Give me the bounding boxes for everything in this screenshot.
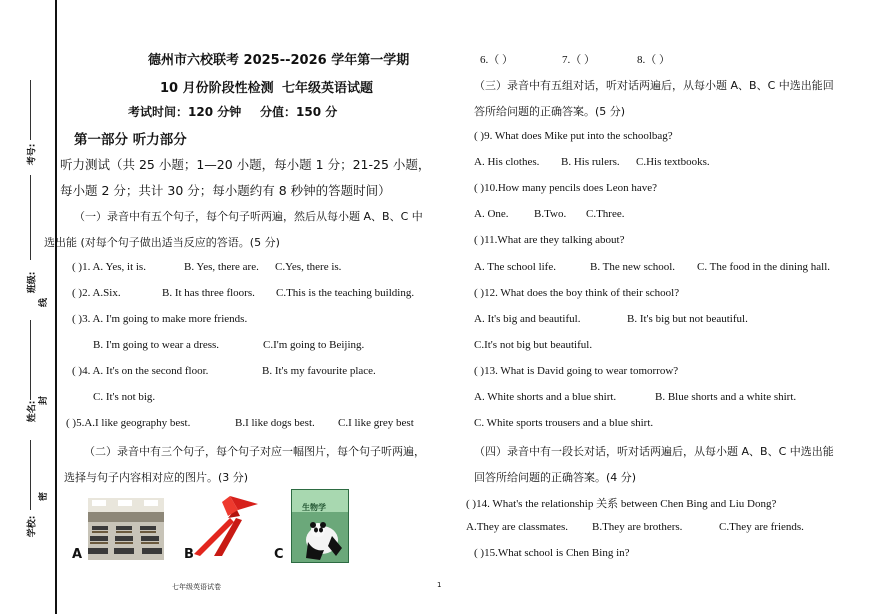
exam-title: 德州市六校联考 2025--2026 学年第一学期	[148, 53, 410, 68]
answer-blank-q8: 8.（ ）	[637, 54, 670, 66]
textbook-title: 生物学	[302, 503, 326, 512]
q14-option-a: A.They are classmates.	[466, 521, 569, 533]
page-number: 1	[437, 581, 442, 589]
margin-blank-name	[30, 320, 31, 400]
q11-option-b: B. The new school.	[590, 261, 676, 273]
binding-line	[55, 0, 57, 614]
picture-label-c: C	[274, 547, 284, 562]
q13-option-a: A. White shorts and a blue shirt.	[474, 391, 617, 403]
q4-option-b: B. It's my favourite place.	[262, 365, 376, 377]
q5-stem: ( )5.A.I like geography best.	[66, 417, 191, 429]
section4-instructions-line2: 回答所给问题的正确答案。(4 分)	[474, 471, 637, 484]
q9-option-c: C.His textbooks.	[636, 156, 710, 168]
q3-option-c: C.I'm going to Beijing.	[263, 339, 365, 351]
q12-option-b: B. It's big but not beautiful.	[627, 313, 748, 325]
q5-option-c: C.I like grey best	[338, 417, 414, 429]
part1-intro-line2: 每小题 2 分；共计 30 分；每小题约有 8 秒钟的答题时间）	[60, 183, 391, 198]
q12-stem: ( )12. What does the boy think of their school?	[474, 287, 680, 299]
q2-option-b: B. It has three floors.	[162, 287, 255, 299]
q11-option-a: A. The school life.	[474, 261, 556, 273]
section3-instructions-line1: （三）录音中有五组对话，听对话两遍后，从每小题 A、B、C 中选出能回	[474, 79, 834, 92]
answer-blank-q6: 6.（ ）	[480, 54, 513, 66]
margin-blank-class	[30, 175, 31, 260]
part1-heading: 第一部分 听力部分	[74, 132, 187, 148]
q14-option-c: C.They are friends.	[719, 521, 804, 533]
q1-option-b: B. Yes, there are.	[184, 261, 259, 273]
q10-option-c: C.Three.	[586, 208, 625, 220]
q14-stem: ( )14. What's the relationship 关系 between Chen Bing and Liu Dong?	[466, 498, 777, 510]
margin-seal-feng: 封	[39, 395, 50, 406]
q13-option-b: B. Blue shorts and a white shirt.	[655, 391, 797, 403]
q12-option-a: A. It's big and beautiful.	[474, 313, 581, 325]
q13-option-c: C. White sports trousers and a blue shirt.	[474, 417, 654, 429]
part1-intro-line1: 听力测试（共 25 小题；1—20 小题，每小题 1 分；21-25 小题，	[60, 157, 431, 172]
picture-red-scarf	[192, 490, 264, 560]
exam-subtitle-period: 10 月份阶段性检测	[160, 81, 274, 96]
exam-time: 考试时间：120 分钟	[128, 105, 242, 119]
margin-label-name: 姓名:	[27, 400, 38, 423]
q11-stem: ( )11.What are they talking about?	[474, 234, 625, 246]
section1-instructions-line1: （一）录音中有五个句子，每个句子听两遍，然后从每小题 A、B、C 中	[74, 210, 423, 223]
q9-option-a: A. His clothes.	[474, 156, 540, 168]
q10-stem: ( )10.How many pencils does Leon have?	[474, 182, 657, 194]
q4-stem: ( )4. A. It's on the second floor.	[72, 365, 209, 377]
section2-instructions-line1: （二）录音中有三个句子，每个句子对应一幅图片，每个句子听两遍，	[84, 445, 425, 458]
q5-option-b: B.I like dogs best.	[235, 417, 315, 429]
q14-option-b: B.They are brothers.	[592, 521, 683, 533]
section4-instructions-line1: （四）录音中有一段长对话，听对话两遍后，从每小题 A、B、C 中选出能	[474, 445, 834, 458]
q2-option-c: C.This is the teaching building.	[276, 287, 415, 299]
picture-dining-hall	[88, 498, 164, 560]
margin-label-exam-number: 考号:	[27, 143, 38, 166]
section1-instructions-line2: 选出能 (对每个句子做出适当反应的答语。(5 分)	[44, 236, 280, 249]
q4-option-c: C. It's not big.	[93, 391, 156, 403]
q3-stem: ( )3. A. I'm going to make more friends.	[72, 313, 248, 325]
q10-option-a: A. One.	[474, 208, 509, 220]
q2-stem: ( )2. A.Six.	[72, 287, 121, 299]
q1-stem: ( )1. A. Yes, it is.	[72, 261, 146, 273]
q10-option-b: B.Two.	[534, 208, 567, 220]
margin-blank-exam-number	[30, 80, 31, 140]
exam-score: 分值：150 分	[260, 105, 338, 119]
footer-paper-name: 七年级英语试卷	[172, 583, 221, 591]
q12-option-c: C.It's not big but beautiful.	[474, 339, 593, 351]
exam-subtitle-grade: 七年级英语试题	[282, 81, 374, 96]
q13-stem: ( )13. What is David going to wear tomorrow?	[474, 365, 679, 377]
margin-label-school: 学校:	[27, 515, 38, 538]
q9-option-b: B. His rulers.	[561, 156, 620, 168]
picture-label-a: A	[72, 547, 83, 562]
q15-stem: ( )15.What school is Chen Bing in?	[474, 547, 630, 559]
section3-instructions-line2: 答所给问题的正确答案。(5 分)	[474, 105, 626, 118]
q9-stem: ( )9. What does Mike put into the schoolbag?	[474, 130, 673, 142]
q1-option-c: C.Yes, there is.	[275, 261, 342, 273]
section2-instructions-line2: 选择与句子内容相对应的图片。(3 分)	[64, 471, 249, 484]
answer-blank-q7: 7.（ ）	[562, 54, 595, 66]
q11-option-c: C. The food in the dining hall.	[697, 261, 831, 273]
picture-label-b: B	[184, 547, 194, 562]
margin-seal-line: 线	[39, 297, 50, 308]
picture-biology-textbook	[291, 489, 349, 563]
margin-blank-school	[30, 440, 31, 510]
margin-label-class: 班级:	[27, 271, 38, 294]
q3-option-b: B. I'm going to wear a dress.	[93, 339, 220, 351]
margin-seal-mi: 密	[39, 491, 50, 502]
